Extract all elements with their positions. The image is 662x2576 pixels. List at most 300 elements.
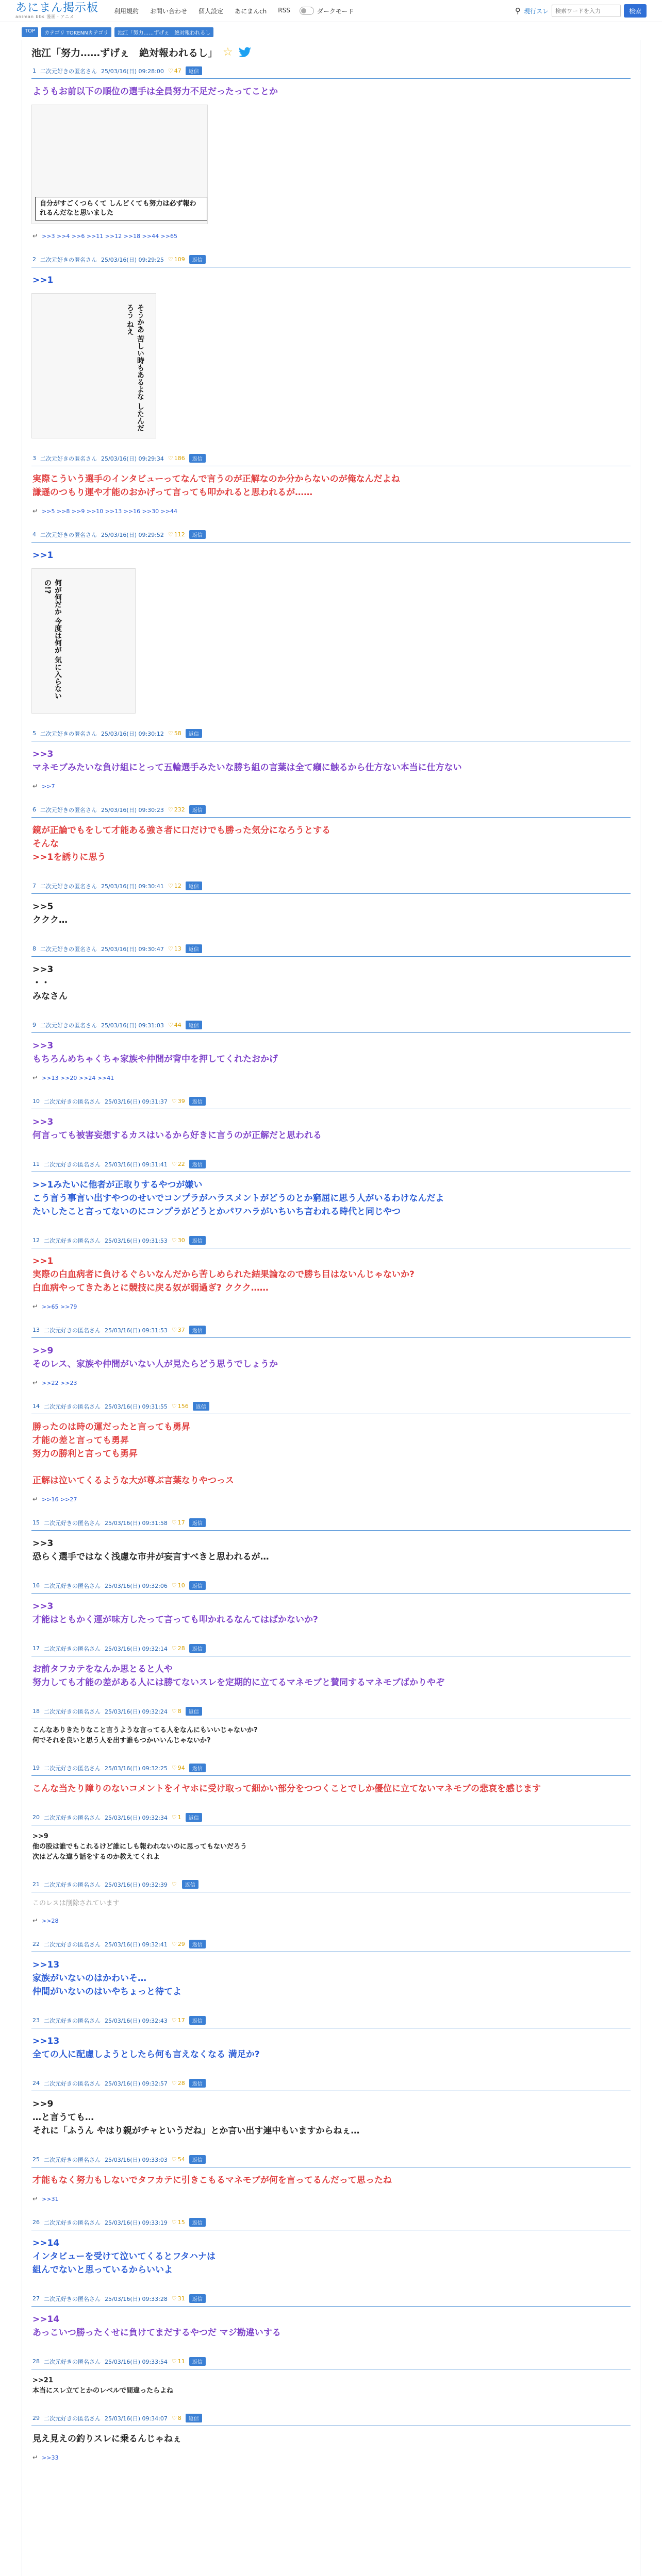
heart-icon: ♡	[171, 1645, 177, 1652]
like-count: 13	[174, 945, 181, 952]
post-number[interactable]: 17	[32, 1645, 40, 1652]
like-button[interactable]	[168, 67, 181, 74]
reply-button[interactable]: 返信	[186, 1021, 202, 1029]
heart-icon: ♡	[168, 67, 173, 74]
reply-button[interactable]: 返信	[189, 1236, 206, 1245]
post-header	[31, 2013, 631, 2028]
heart-icon: ♡	[168, 256, 173, 263]
like-button[interactable]	[168, 806, 185, 813]
post-header	[31, 878, 631, 894]
post-author: 二次元好きの匿名さん	[44, 2295, 101, 2302]
post-footer	[31, 2189, 631, 2202]
post-header	[31, 1515, 631, 1531]
post-date: 25/03/16(日) 09:33:54	[105, 2358, 168, 2365]
post-author: 二次元好きの匿名さん	[44, 1161, 101, 1168]
reply-arrow-icon: ↵	[32, 232, 38, 240]
reply-arrow-icon: ↵	[32, 1303, 38, 1310]
post-number[interactable]: 16	[32, 1582, 40, 1589]
post-body: >>1	[32, 275, 54, 285]
heart-icon: ♡	[168, 531, 173, 538]
post-image[interactable]	[31, 568, 136, 714]
post-date: 25/03/16(日) 09:32:34	[105, 1814, 168, 1821]
post-body: 見え見えの釣りスレに乗るんじゃねぇ	[32, 2434, 181, 2444]
search-icon: ⚲	[515, 6, 521, 15]
reply-button[interactable]: 返信	[189, 1518, 206, 1527]
post-body: >>14 あっこいつ勝ったくせに負けてまだするやつだ マジ勘違いする	[32, 2314, 281, 2338]
post	[31, 1323, 631, 1386]
like-button[interactable]	[172, 1645, 185, 1652]
post-date: 25/03/16(日) 09:32:39	[105, 1881, 168, 1888]
post-date: 25/03/16(日) 09:29:52	[101, 531, 164, 538]
heart-icon: ♡	[171, 1237, 177, 1244]
post	[31, 63, 631, 240]
like-count: 17	[177, 1519, 185, 1526]
reply-button[interactable]: 返信	[189, 454, 206, 463]
breadcrumb-thread[interactable]: 池江「努力……ずげぇ 絶対報われるし	[114, 27, 213, 37]
post-header	[31, 2215, 631, 2230]
post-author: 二次元好きの匿名さん	[44, 1237, 101, 1244]
post-number[interactable]: 4	[32, 531, 36, 538]
post	[31, 1641, 631, 1691]
post-author: 二次元好きの匿名さん	[40, 531, 97, 538]
like-count: 11	[177, 2358, 185, 2365]
post-author: 二次元好きの匿名さん	[40, 67, 97, 75]
post-header	[31, 802, 631, 818]
heart-icon: ♡	[171, 1814, 177, 1821]
post-number[interactable]: 24	[32, 2080, 40, 2087]
like-button[interactable]	[168, 945, 181, 952]
reply-button[interactable]: 返信	[189, 1160, 206, 1168]
post-header	[31, 2076, 631, 2091]
post-header	[31, 1399, 631, 1414]
post-date: 25/03/16(日) 09:32:24	[105, 1708, 168, 1715]
post-number[interactable]: 20	[32, 1814, 40, 1821]
reply-arrow-icon: ↵	[32, 2454, 38, 2461]
post-footer	[31, 1489, 631, 1503]
like-button[interactable]	[172, 1708, 181, 1715]
like-button[interactable]	[168, 1022, 181, 1028]
post-date: 25/03/16(日) 09:32:06	[105, 1582, 168, 1589]
post-date: 25/03/16(日) 09:28:00	[101, 67, 164, 75]
nav-animan-ch[interactable]: あにまんch	[235, 7, 267, 15]
post-date: 25/03/16(日) 09:29:34	[101, 455, 164, 462]
post	[31, 1157, 631, 1221]
like-button[interactable]	[172, 1519, 185, 1526]
reply-links[interactable]: >>65 >>79	[42, 1303, 77, 1310]
post-header	[31, 1937, 631, 1952]
post-number[interactable]: 2	[32, 256, 36, 263]
like-count: 54	[177, 2156, 185, 2163]
heart-icon: ♡	[168, 730, 173, 737]
like-button[interactable]	[172, 1582, 185, 1589]
like-button[interactable]	[172, 1814, 181, 1821]
post-author: 二次元好きの匿名さん	[40, 256, 97, 263]
reply-arrow-icon: ↵	[32, 1379, 38, 1386]
search-scope[interactable]: 現行スレ	[523, 7, 549, 15]
post-footer	[31, 501, 631, 515]
post-number[interactable]: 23	[32, 2017, 40, 2024]
post-author: 二次元好きの匿名さん	[44, 1582, 101, 1589]
post-number[interactable]: 8	[32, 945, 36, 952]
like-button[interactable]	[168, 531, 185, 538]
reply-links[interactable]: >>5 >>8 >>9 >>10 >>13 >>16 >>30 >>44	[42, 507, 177, 515]
reply-links[interactable]: >>16 >>27	[42, 1496, 77, 1503]
post-number[interactable]: 21	[32, 1881, 40, 1888]
post	[31, 1578, 631, 1629]
post	[31, 2152, 631, 2202]
reply-button[interactable]: 返信	[189, 2357, 206, 2366]
post-date: 25/03/16(日) 09:31:58	[105, 1519, 168, 1527]
post-header	[31, 726, 631, 741]
post	[31, 2215, 631, 2279]
post-body: 実際こういう選手のインタビューってなんで言うのが正解なのか分からないのが俺なんだよね 謙遜のつもり運や才能のおかげって言っても叩かれると思われるが……	[32, 474, 400, 498]
post-number[interactable]: 6	[32, 806, 36, 813]
post-body: このレスは削除されています	[32, 1900, 120, 1907]
post-number[interactable]: 15	[32, 1519, 40, 1526]
like-button[interactable]	[172, 2415, 181, 2421]
heart-icon: ♡	[171, 2156, 177, 2163]
reply-links[interactable]: >>7	[42, 783, 55, 790]
reply-button[interactable]: 返信	[186, 729, 202, 738]
like-button[interactable]	[172, 1098, 185, 1105]
like-button[interactable]	[172, 1881, 178, 1888]
reply-button[interactable]: 返信	[186, 1813, 202, 1822]
reply-button[interactable]: 返信	[189, 1581, 206, 1590]
post-footer	[31, 2448, 631, 2461]
like-count: 39	[177, 1098, 185, 1105]
post-body: >>3 ・・ みなさん	[32, 964, 68, 1002]
like-button[interactable]	[172, 2358, 185, 2365]
post-header	[31, 252, 631, 267]
reply-button[interactable]: 返信	[189, 2016, 206, 2025]
post	[31, 2076, 631, 2140]
post-number[interactable]: 19	[32, 1765, 40, 1771]
like-count: 47	[174, 67, 181, 74]
breadcrumb	[0, 22, 662, 40]
post-header	[31, 1704, 631, 1719]
reply-button[interactable]: 返信	[186, 944, 202, 953]
reply-button[interactable]: 返信	[186, 882, 202, 890]
post	[31, 802, 631, 866]
heart-icon: ♡	[171, 1881, 177, 1888]
thread-title-row	[31, 40, 631, 63]
like-button[interactable]	[172, 2017, 185, 2024]
post-footer	[31, 776, 631, 790]
post-author: 二次元好きの匿名さん	[44, 1519, 101, 1527]
post-body: >>13 全ての人に配慮しようとしたら何も言えなくなる 満足か?	[32, 2036, 260, 2060]
heart-icon: ♡	[171, 2080, 177, 2087]
reply-button[interactable]: 返信	[182, 1880, 198, 1889]
image-caption: 自分がすごくつらくて しんどくても努力は必ず報われるんだなと思いました	[35, 197, 207, 221]
post-number[interactable]: 13	[32, 1327, 40, 1333]
post-number[interactable]: 27	[32, 2295, 40, 2302]
post-number[interactable]: 11	[32, 1161, 40, 1167]
thread-container	[22, 40, 640, 2576]
reply-button[interactable]: 返信	[186, 1707, 202, 1716]
post-author: 二次元好きの匿名さん	[40, 455, 97, 462]
post-date: 25/03/16(日) 09:30:41	[101, 883, 164, 890]
like-button[interactable]	[168, 455, 185, 462]
nav-terms[interactable]: 利用規約	[114, 7, 139, 15]
logo-title: あにまん掲示板	[15, 1, 99, 14]
post	[31, 1704, 631, 1748]
image-text: 何が何だか 今度は何が 気に入らないの!?	[43, 579, 62, 700]
post	[31, 1877, 631, 1924]
post-number[interactable]: 10	[32, 1098, 40, 1105]
nav-contact[interactable]: お問い合わせ	[150, 7, 188, 15]
post-number[interactable]: 5	[32, 730, 36, 737]
like-button[interactable]	[168, 730, 181, 737]
like-button[interactable]	[168, 883, 181, 889]
post-author: 二次元好きの匿名さん	[44, 1814, 101, 1821]
post-header	[31, 63, 631, 79]
post-body: こんなありきたりなこと言うような言ってる人をなんにもいいじゃないか? 何でそれを良いと思う人を出す誰もつかいいんじゃないか?	[32, 1726, 258, 1744]
reply-button[interactable]: 返信	[186, 66, 202, 75]
reply-arrow-icon: ↵	[32, 507, 38, 515]
post	[31, 1515, 631, 1566]
post-number[interactable]: 29	[32, 2415, 40, 2421]
search-input[interactable]	[552, 5, 621, 17]
post-date: 25/03/16(日) 09:30:47	[101, 945, 164, 953]
post-header	[31, 1760, 631, 1776]
heart-icon: ♡	[171, 2358, 177, 2365]
reply-button[interactable]: 返信	[189, 1644, 206, 1653]
post-footer	[31, 226, 631, 240]
site-header	[0, 0, 662, 22]
post	[31, 1094, 631, 1144]
like-button[interactable]	[172, 1941, 185, 1947]
reply-button[interactable]: 返信	[189, 2155, 206, 2164]
like-button[interactable]	[172, 1327, 185, 1333]
dark-mode-toggle[interactable]	[300, 7, 354, 15]
post-body: >>14 インタビューを受けて泣いてくるとフタハナは 組んでないと思っているからいいよ	[32, 2238, 216, 2275]
favorite-star-icon[interactable]: ☆	[223, 45, 233, 59]
post-body: 勝ったのは時の運だったと言っても勇昇 才能の差と言っても勇昇 努力の勝利と言っても勇昇 正解は泣いてくるような大が尊ぶ言葉なりやつっス	[32, 1422, 234, 1486]
post-author: 二次元好きの匿名さん	[44, 2219, 101, 2226]
like-count: 10	[177, 1582, 185, 1589]
reply-arrow-icon: ↵	[32, 783, 38, 790]
post-header	[31, 1578, 631, 1594]
post	[31, 2291, 631, 2342]
post-number[interactable]: 25	[32, 2156, 40, 2163]
post-number[interactable]: 12	[32, 1237, 40, 1244]
post-date: 25/03/16(日) 09:33:19	[105, 2219, 168, 2226]
post	[31, 451, 631, 515]
post-footer	[31, 1297, 631, 1310]
like-button[interactable]	[172, 2219, 185, 2226]
heart-icon: ♡	[168, 455, 173, 462]
logo-subtitle: animan bbs 漫画・アニメ	[15, 14, 74, 19]
post-body: こんな当たり障りのないコメントをイヤホに受け取って細かい部分をつつくことでしか優位に立てないマネモブの悲哀を感じます	[32, 1784, 541, 1794]
reply-links[interactable]: >>33	[42, 2454, 59, 2461]
post	[31, 527, 631, 714]
nav-settings[interactable]: 個人設定	[198, 7, 224, 15]
page-title: 池江「努力……ずげぇ 絶対報われるし」	[31, 47, 218, 59]
like-count: 30	[177, 1237, 185, 1244]
like-button[interactable]	[168, 256, 185, 263]
reply-links[interactable]: >>28	[42, 1917, 59, 1924]
like-count: 37	[177, 1327, 185, 1333]
post-header	[31, 1094, 631, 1109]
reply-button[interactable]: 返信	[193, 1402, 209, 1411]
post-date: 25/03/16(日) 09:34:07	[105, 2415, 168, 2422]
like-button[interactable]	[172, 1237, 185, 1244]
post-body: >>3 マネモブみたいな負け組にとって五輪選手みたいな勝ち組の言葉は全て癪に触るから仕方ない本当に仕方ない	[32, 749, 462, 773]
breadcrumb-category[interactable]: カテゴリ TOKENNカテゴリ	[41, 27, 111, 37]
post-date: 25/03/16(日) 09:32:25	[105, 1765, 168, 1772]
post	[31, 726, 631, 790]
post-date: 25/03/16(日) 09:31:53	[105, 1327, 168, 1334]
post-author: 二次元好きの匿名さん	[44, 2156, 101, 2163]
breadcrumb-top[interactable]: TOP	[22, 27, 38, 37]
site-logo[interactable]	[15, 3, 98, 20]
reply-button[interactable]: 返信	[189, 1940, 206, 1948]
post-header	[31, 2411, 631, 2426]
post-list	[31, 63, 631, 2461]
like-button[interactable]	[172, 2156, 185, 2163]
reply-button[interactable]: 返信	[189, 2218, 206, 2227]
reply-arrow-icon: ↵	[32, 2195, 38, 2202]
like-button[interactable]	[172, 1161, 185, 1167]
nav-rss[interactable]: RSS	[278, 6, 290, 14]
post-image[interactable]	[31, 293, 156, 438]
post-author: 二次元好きの匿名さん	[44, 1403, 101, 1410]
reply-button[interactable]: 返信	[189, 2294, 206, 2303]
reply-links[interactable]: >>13 >>20 >>24 >>41	[42, 1074, 114, 1081]
like-count: 8	[177, 2415, 181, 2421]
heart-icon: ♡	[171, 2219, 177, 2226]
post-author: 二次元好きの匿名さん	[44, 1765, 101, 1772]
post	[31, 2354, 631, 2398]
post-image[interactable]	[31, 105, 208, 224]
heart-icon: ♡	[171, 2017, 177, 2024]
reply-button[interactable]: 返信	[189, 1326, 206, 1334]
post-date: 25/03/16(日) 09:32:14	[105, 1645, 168, 1652]
post-body: >>3 才能はともかく運が味方したって言っても叩かれるなんてはばかないか?	[32, 1601, 318, 1625]
post-header	[31, 1323, 631, 1338]
reply-button[interactable]: 返信	[189, 1764, 206, 1772]
post	[31, 252, 631, 438]
post-body: >>1	[32, 550, 54, 561]
post	[31, 1233, 631, 1310]
post-footer	[31, 1911, 631, 1924]
post-date: 25/03/16(日) 09:31:03	[101, 1022, 164, 1029]
post-header	[31, 2291, 631, 2307]
reply-links[interactable]: >>3 >>4 >>6 >>11 >>12 >>18 >>44 >>65	[42, 232, 177, 240]
post-body: >>13 家族がいないのはかわいそ… 仲間がいないのはいやちょっと待てよ	[32, 1960, 181, 1997]
post-date: 25/03/16(日) 09:33:28	[105, 2295, 168, 2302]
post-date: 25/03/16(日) 09:31:55	[105, 1403, 168, 1410]
twitter-bird-icon[interactable]	[238, 47, 252, 58]
post-body: >>3 恐らく選手ではなく浅慮な市井が妄言すべきと思われるが…	[32, 1538, 269, 1562]
search-button[interactable]: 検索	[624, 4, 647, 18]
like-count: 1	[177, 1814, 181, 1821]
heart-icon: ♡	[168, 1022, 173, 1028]
like-count: 44	[174, 1022, 181, 1028]
post-number[interactable]: 18	[32, 1708, 40, 1715]
heart-icon: ♡	[171, 2295, 177, 2302]
like-button[interactable]	[172, 2295, 185, 2302]
heart-icon: ♡	[171, 1098, 177, 1105]
heart-icon: ♡	[168, 883, 173, 889]
reply-button[interactable]: 返信	[186, 2414, 202, 2422]
post-body: >>1 実際の白血病者に負けるぐらいなんだから苦しめられた結果論なので勝ち目はないんじゃないか? 白血病やってきたあとに競技に戻る奴が弱過ぎ? ククク……	[32, 1256, 415, 1293]
post-number[interactable]: 9	[32, 1022, 36, 1028]
post-body: 鏡が正論でもをして才能ある強さ者に口だけでも勝った気分になろうとする そんな >>1を誘りに思う	[32, 825, 330, 862]
post-author: 二次元好きの匿名さん	[44, 2415, 101, 2422]
post	[31, 1937, 631, 2001]
heart-icon: ♡	[171, 1708, 177, 1715]
reply-links[interactable]: >>31	[42, 2195, 59, 2202]
reply-links[interactable]: >>22 >>23	[42, 1379, 77, 1386]
post-header	[31, 527, 631, 543]
like-count: 109	[174, 256, 185, 263]
post-author: 二次元好きの匿名さん	[44, 1645, 101, 1652]
like-count: 112	[174, 531, 185, 538]
heart-icon: ♡	[171, 2415, 177, 2421]
post-number[interactable]: 14	[32, 1403, 40, 1410]
post-header	[31, 1641, 631, 1656]
post-author: 二次元好きの匿名さん	[40, 883, 97, 890]
heart-icon: ♡	[171, 1161, 177, 1167]
post-number[interactable]: 22	[32, 1941, 40, 1947]
reply-button[interactable]: 返信	[189, 2079, 206, 2088]
like-count: 232	[174, 806, 185, 813]
post-number[interactable]: 26	[32, 2219, 40, 2226]
post-author: 二次元好きの匿名さん	[44, 1327, 101, 1334]
post-header	[31, 1018, 631, 1033]
post-author: 二次元好きの匿名さん	[44, 2017, 101, 2024]
toggle-switch-icon[interactable]	[300, 7, 314, 15]
like-button[interactable]	[172, 1403, 189, 1410]
post-header	[31, 1157, 631, 1172]
post	[31, 941, 631, 1005]
post-date: 25/03/16(日) 09:31:37	[105, 1098, 168, 1105]
post-date: 25/03/16(日) 09:32:43	[105, 2017, 168, 2024]
post-number[interactable]: 1	[32, 67, 36, 74]
post-date: 25/03/16(日) 09:30:12	[101, 730, 164, 737]
reply-button[interactable]: 返信	[189, 805, 206, 814]
post-body: >>5 ククク…	[32, 902, 68, 925]
post-author: 二次元好きの匿名さん	[44, 2358, 101, 2365]
post-body: >>1みたいに他者が正取りするやつが嫌い こう言う事言い出すやつのせいでコンプラがハラスメントがどうのとか窮屈に思う人がいるわけなんだよ たいしたこと言ってないのにコンプラがどうとかパワハラがいちいち言われる時代と同じやつ	[32, 1180, 444, 1217]
post-body: 才能もなく努力もしないでタフカテに引きこもるマネモブが何を言ってるんだって思ったね	[32, 2175, 392, 2185]
post-body: ようもお前以下の順位の選手は全員努力不足だったってことか	[32, 87, 278, 97]
post-body: >>9 …と言うても… それに「ふうん やはり親がチャというだね」とか言い出す連中もいますからねぇ…	[32, 2099, 360, 2136]
image-text: そうかあ 苦しい時もあるよな したんだろう ねえ	[126, 304, 144, 432]
like-button[interactable]	[172, 2080, 185, 2087]
like-count: 94	[177, 1765, 185, 1771]
post	[31, 1399, 631, 1503]
post-number[interactable]: 3	[32, 455, 36, 462]
like-count: 186	[174, 455, 185, 462]
post-date: 25/03/16(日) 09:31:41	[105, 1161, 168, 1168]
reply-button[interactable]: 返信	[189, 1097, 206, 1106]
like-count: 17	[177, 2017, 185, 2024]
post	[31, 1018, 631, 1081]
post	[31, 2411, 631, 2461]
like-button[interactable]	[172, 1765, 185, 1771]
post-number[interactable]: 28	[32, 2358, 40, 2365]
post-number[interactable]: 7	[32, 883, 36, 889]
post	[31, 1810, 631, 1865]
reply-button[interactable]: 返信	[189, 255, 206, 264]
reply-button[interactable]: 返信	[189, 530, 206, 539]
post	[31, 878, 631, 929]
post	[31, 1760, 631, 1798]
post-author: 二次元好きの匿名さん	[44, 1941, 101, 1948]
post-footer	[31, 1068, 631, 1081]
